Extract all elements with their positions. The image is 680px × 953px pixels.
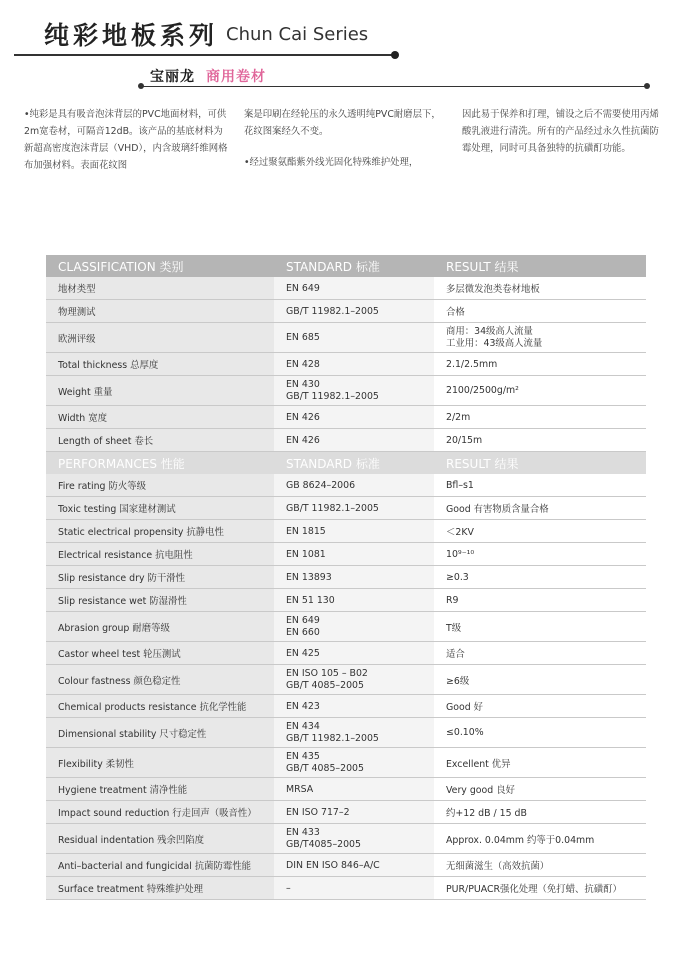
cell-line: EN ISO 105 – B02: [286, 667, 368, 679]
standard-value: EN 685: [274, 323, 434, 353]
standard-value: [274, 718, 434, 748]
result-value: Bfl–s1: [434, 474, 646, 497]
cell-line: GB/T4085–2005: [286, 838, 361, 850]
table-row: [46, 300, 646, 323]
table-row: [46, 665, 646, 695]
table-row: [46, 612, 646, 642]
column-header-col3: RESULT 结果: [434, 255, 646, 277]
column-header-col3: RESULT 结果: [434, 452, 646, 475]
property-label: 物理测试: [46, 300, 274, 323]
brand-subtitle: 商用卷材: [206, 69, 266, 85]
result-value: Excellent 优异: [434, 748, 646, 778]
property-label: Toxic testing 国家建材测试: [46, 497, 274, 520]
result-value: ＜2KV: [434, 520, 646, 543]
result-value: Good 好: [434, 695, 646, 718]
property-label: Colour fastness 颜色稳定性: [46, 665, 274, 695]
cell-line: GB/T 4085–2005: [286, 679, 364, 691]
standard-value: EN ISO 717–2: [274, 801, 434, 824]
result-value: Good 有害物质含量合格: [434, 497, 646, 520]
intro-column-2: [244, 106, 448, 171]
table-row: [46, 854, 646, 877]
table-row: [46, 566, 646, 589]
result-value: ≥0.3: [434, 566, 646, 589]
brand-name: 宝丽龙: [150, 69, 195, 85]
cell-line: GB/T 4085–2005: [286, 762, 364, 774]
standard-value: MRSA: [274, 778, 434, 801]
standard-value: [274, 612, 434, 642]
property-label: 地材类型: [46, 277, 274, 300]
result-value: 20/15m: [434, 429, 646, 452]
property-label: Width 宽度: [46, 406, 274, 429]
cell-line: EN 433: [286, 826, 320, 838]
table-row: [46, 429, 646, 452]
table-row: [46, 642, 646, 665]
intro-text-1: •纯彩是具有吸音泡沫背层的PVC地面材料，可供2m宽卷材，可隔音12dB。该产品的基底材料为新超高密度泡沫背层（VHD），内含玻璃纤维网格布加强材料。表面花纹图: [24, 109, 228, 171]
standard-value: GB/T 11982.1–2005: [274, 497, 434, 520]
property-label: Fire rating 防火等级: [46, 474, 274, 497]
property-label: Length of sheet 卷长: [46, 429, 274, 452]
table-row: [46, 718, 646, 748]
title-underline: [14, 54, 394, 56]
title-line-dot: [391, 51, 399, 59]
brand-line-dot-right: [644, 83, 650, 89]
intro-column-1: [24, 106, 230, 174]
cell-line: EN 430: [286, 378, 320, 390]
table-row: [46, 695, 646, 718]
column-header-col2: STANDARD 标准: [274, 255, 434, 277]
table-row: [46, 497, 646, 520]
intro-text-2a: 案是印刷在经轮压的永久透明纯PVC耐磨层下，花纹图案经久不变。: [244, 109, 441, 137]
brand-underline: [140, 86, 645, 87]
cell-line: GB/T 11982.1–2005: [286, 732, 379, 744]
result-value: 合格: [434, 300, 646, 323]
property-label: Flexibility 柔韧性: [46, 748, 274, 778]
result-value: 2/2m: [434, 406, 646, 429]
column-header-col1: PERFORMANCES 性能: [46, 452, 274, 475]
result-value: ≤0.10%: [434, 718, 646, 748]
result-value: 2.1/2.5mm: [434, 353, 646, 376]
table-row: [46, 406, 646, 429]
property-label: Impact sound reduction 行走回声（吸音性）: [46, 801, 274, 824]
standard-value: [274, 824, 434, 854]
property-label: Chemical products resistance 抗化学性能: [46, 695, 274, 718]
cell-line: GB/T 11982.1–2005: [286, 390, 379, 402]
result-value: 2100/2500g/m²: [434, 376, 646, 406]
table-row: [46, 353, 646, 376]
result-value: T级: [434, 612, 646, 642]
property-label: Anti–bacterial and fungicidal 抗菌防霉性能: [46, 854, 274, 877]
result-value: ≥6级: [434, 665, 646, 695]
property-label: Hygiene treatment 清净性能: [46, 778, 274, 801]
table-row: [46, 474, 646, 497]
standard-value: EN 1815: [274, 520, 434, 543]
property-label: Abrasion group 耐磨等级: [46, 612, 274, 642]
property-label: Dimensional stability 尺寸稳定性: [46, 718, 274, 748]
property-label: Slip resistance wet 防湿滑性: [46, 589, 274, 612]
table-row: [46, 824, 646, 854]
table-row: [46, 778, 646, 801]
property-label: Electrical resistance 抗电阻性: [46, 543, 274, 566]
column-header-col2: STANDARD 标准: [274, 452, 434, 475]
result-value: Approx. 0.04mm 约等于0.04mm: [434, 824, 646, 854]
series-title-cn: 纯彩地板系列: [44, 21, 219, 50]
standard-value: EN 426: [274, 429, 434, 452]
cell-line: EN 660: [286, 626, 320, 638]
table-row: [46, 801, 646, 824]
standard-value: [274, 748, 434, 778]
result-value: 无细菌滋生（高效抗菌）: [434, 854, 646, 877]
property-label: Static electrical propensity 抗静电性: [46, 520, 274, 543]
table-row: [46, 520, 646, 543]
specification-table: [46, 255, 646, 900]
table-row: [46, 376, 646, 406]
result-value: Very good 良好: [434, 778, 646, 801]
standard-value: [274, 665, 434, 695]
cell-line: EN 435: [286, 750, 320, 762]
series-title-en: Chun Cai Series: [226, 24, 369, 45]
property-label: Weight 重量: [46, 376, 274, 406]
standard-value: EN 13893: [274, 566, 434, 589]
brand-banner: [140, 64, 660, 94]
intro-text-2b: •经过聚氨酯紫外线光固化特殊维护处理，: [244, 157, 419, 168]
standard-value: EN 428: [274, 353, 434, 376]
property-label: Surface treatment 特殊维护处理: [46, 877, 274, 900]
property-label: Residual indentation 残余凹陷度: [46, 824, 274, 854]
table-row: [46, 748, 646, 778]
cell-line: 工业用：43级高人流量: [446, 337, 543, 349]
result-value: [434, 323, 646, 353]
table-row: [46, 323, 646, 353]
property-label: 欧洲评级: [46, 323, 274, 353]
standard-value: GB/T 11982.1–2005: [274, 300, 434, 323]
cell-line: EN 434: [286, 720, 320, 732]
standard-value: EN 51 130: [274, 589, 434, 612]
result-value: 多层微发泡类卷材地板: [434, 277, 646, 300]
property-label: Total thickness 总厚度: [46, 353, 274, 376]
result-value: 10⁹⁻¹⁰: [434, 543, 646, 566]
table-row: [46, 877, 646, 900]
table-row: [46, 589, 646, 612]
column-header-col1: CLASSIFICATION 类别: [46, 255, 274, 277]
property-label: Slip resistance dry 防干滑性: [46, 566, 274, 589]
property-label: Castor wheel test 轮压测试: [46, 642, 274, 665]
result-value: 适合: [434, 642, 646, 665]
standard-value: EN 649: [274, 277, 434, 300]
standard-value: EN 425: [274, 642, 434, 665]
standard-value: [274, 376, 434, 406]
result-value: R9: [434, 589, 646, 612]
standard-value: EN 426: [274, 406, 434, 429]
intro-column-3: [462, 106, 668, 157]
standard-value: EN 1081: [274, 543, 434, 566]
performances-header-row: [46, 452, 646, 475]
result-value: 约+12 dB / 15 dB: [434, 801, 646, 824]
classification-header-row: [46, 255, 646, 277]
result-value: PUR/PUACR强化处理（免打蜡、抗磺酊）: [434, 877, 646, 900]
standard-value: –: [274, 877, 434, 900]
standard-value: GB 8624–2006: [274, 474, 434, 497]
table-row: [46, 277, 646, 300]
brand-line-dot-left: [138, 83, 144, 89]
standard-value: EN 423: [274, 695, 434, 718]
intro-text-3: 因此易于保养和打理，铺设之后不需要使用丙烯酸乳液进行清洗。所有的产品经过永久性抗菌防霉处理，同时可具备独特的抗磺酊功能。: [462, 109, 659, 154]
specification-table-body: [46, 255, 646, 900]
table-row: [46, 543, 646, 566]
cell-line: EN 649: [286, 614, 320, 626]
standard-value: DIN EN ISO 846–A/C: [274, 854, 434, 877]
cell-line: 商用：34级高人流量: [446, 325, 533, 337]
